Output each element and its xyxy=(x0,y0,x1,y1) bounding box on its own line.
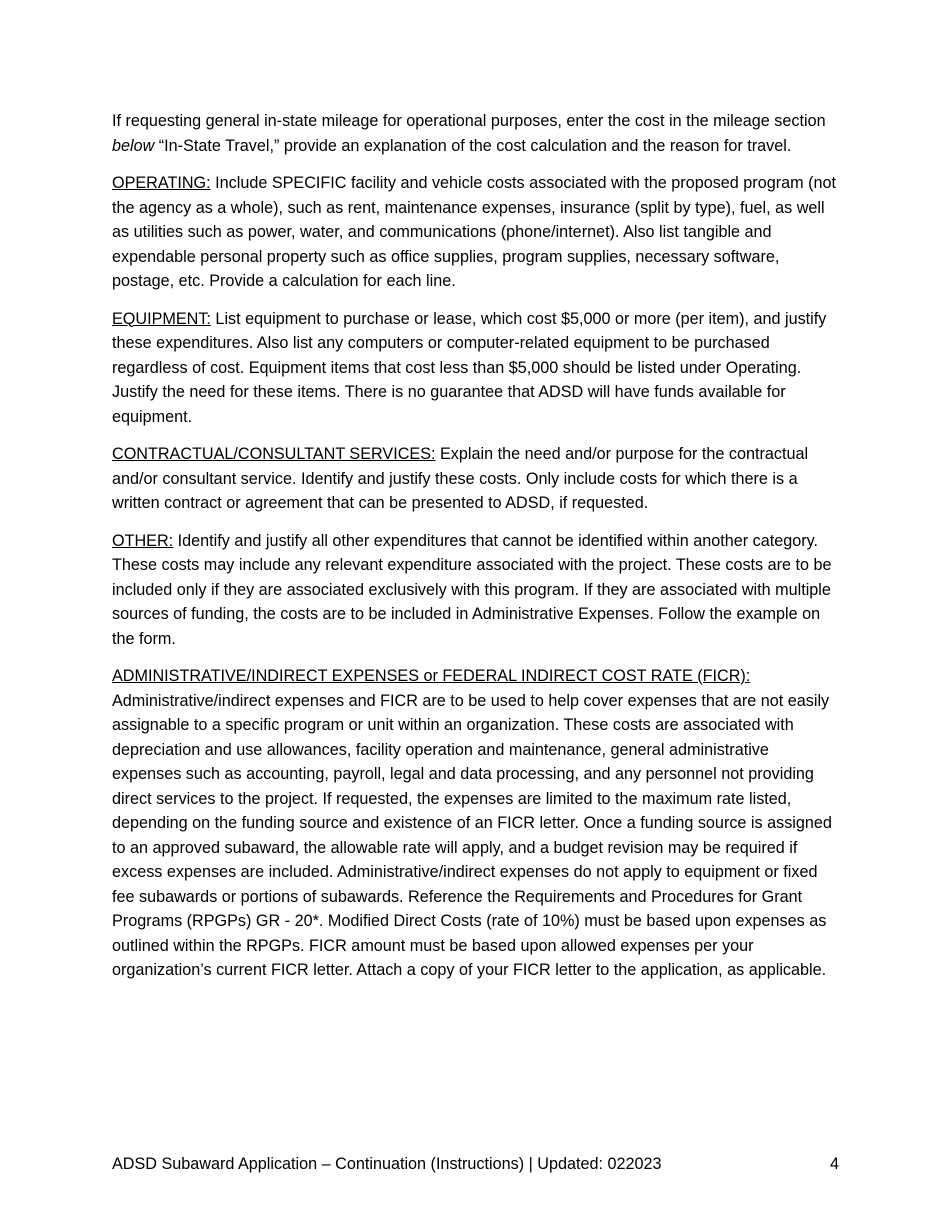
administrative-heading: ADMINISTRATIVE/INDIRECT EXPENSES or FEDERAL INDIRECT COST RATE (FICR): xyxy=(112,667,751,685)
other-body: Identify and justify all other expenditures that cannot be identified within another category. These costs may include any relevant expenditure associated with the project. These costs are to be included only if they are associated exclusively with this program. If they are associated with multiple sources of funding, the costs are to be included in Administrative Expenses. Follow the example on the form. xyxy=(112,531,832,648)
intro-emphasis: below xyxy=(112,136,155,155)
page-number: 4 xyxy=(829,1155,839,1173)
operating-heading: OPERATING: xyxy=(112,174,211,192)
contractual-body: Explain the need and/or purpose for the contractual and/or consultant service. Identify and justify these costs. Only include costs for which there is a written contract or agreement that can be presented to ADSD, if requested. xyxy=(112,445,809,512)
administrative-body: Administrative/indirect expenses and FICR are to be used to help cover expenses that are not easily assignable to a specific program or unit within an organization. These costs are associated with depreciation and use allowances, facility operation and maintenance, general administrative expenses such as accounting, payroll, legal and data processing, and any personnel not providing direct services to the project. If requested, the expenses are limited to the maximum rate listed, depending on the funding source and existence of an FICR letter. Once a funding source is assigned to an approved subaward, the allowable rate will apply, and a budget revision may be required if excess expenses are included. Administrative/indirect expenses do not apply to equipment or fixed fee subawards or portions of subawards. Reference the Requirements and Procedures for Grant Programs (RPGPs) GR - 20*. Modified Direct Costs (rate of 10%) must be based upon expenses as outlined within the RPGPs. FICR amount must be based upon allowed expenses per your organization’s current FICR letter. Attach a copy of your FICR letter to the application, as applicable. xyxy=(112,691,832,979)
other-paragraph xyxy=(112,529,842,652)
intro-text-start: If requesting general in-state mileage for operational purposes, enter the cost in the mileage section xyxy=(112,112,826,130)
operating-paragraph xyxy=(112,171,842,294)
intro-paragraph xyxy=(112,109,842,158)
administrative-paragraph xyxy=(112,664,842,983)
contractual-paragraph xyxy=(112,442,842,516)
equipment-paragraph xyxy=(112,307,842,430)
operating-body: Include SPECIFIC facility and vehicle costs associated with the proposed program (not the agency as a whole), such as rent, maintenance expenses, insurance (split by type), fuel, as well as utilities such as power, water, and communications (phone/internet). Also list tangible and expendable personal property such as office supplies, program supplies, necessary software, postage, etc. Provide a calculation for each line. xyxy=(112,174,836,290)
equipment-heading: EQUIPMENT: xyxy=(112,309,211,328)
document-body xyxy=(112,109,842,996)
footer-title: ADSD Subaward Application – Continuation (Instructions) | Updated: 022023 xyxy=(112,1155,662,1173)
equipment-body: List equipment to purchase or lease, which cost $5,000 or more (per item), and justify these expenditures. Also list any computers or computer-related equipment to be purchased regardless of cost. Equipment items that cost less than $5,000 should be listed under Operating. Justify the need for these items. There is no guarantee that ADSD will have funds available for equipment. xyxy=(112,309,827,426)
contractual-heading: CONTRACTUAL/CONSULTANT SERVICES: xyxy=(112,445,436,463)
intro-text-end: “In-State Travel,” provide an explanation of the cost calculation and the reason for travel. xyxy=(154,136,792,155)
other-heading: OTHER: xyxy=(112,531,174,550)
